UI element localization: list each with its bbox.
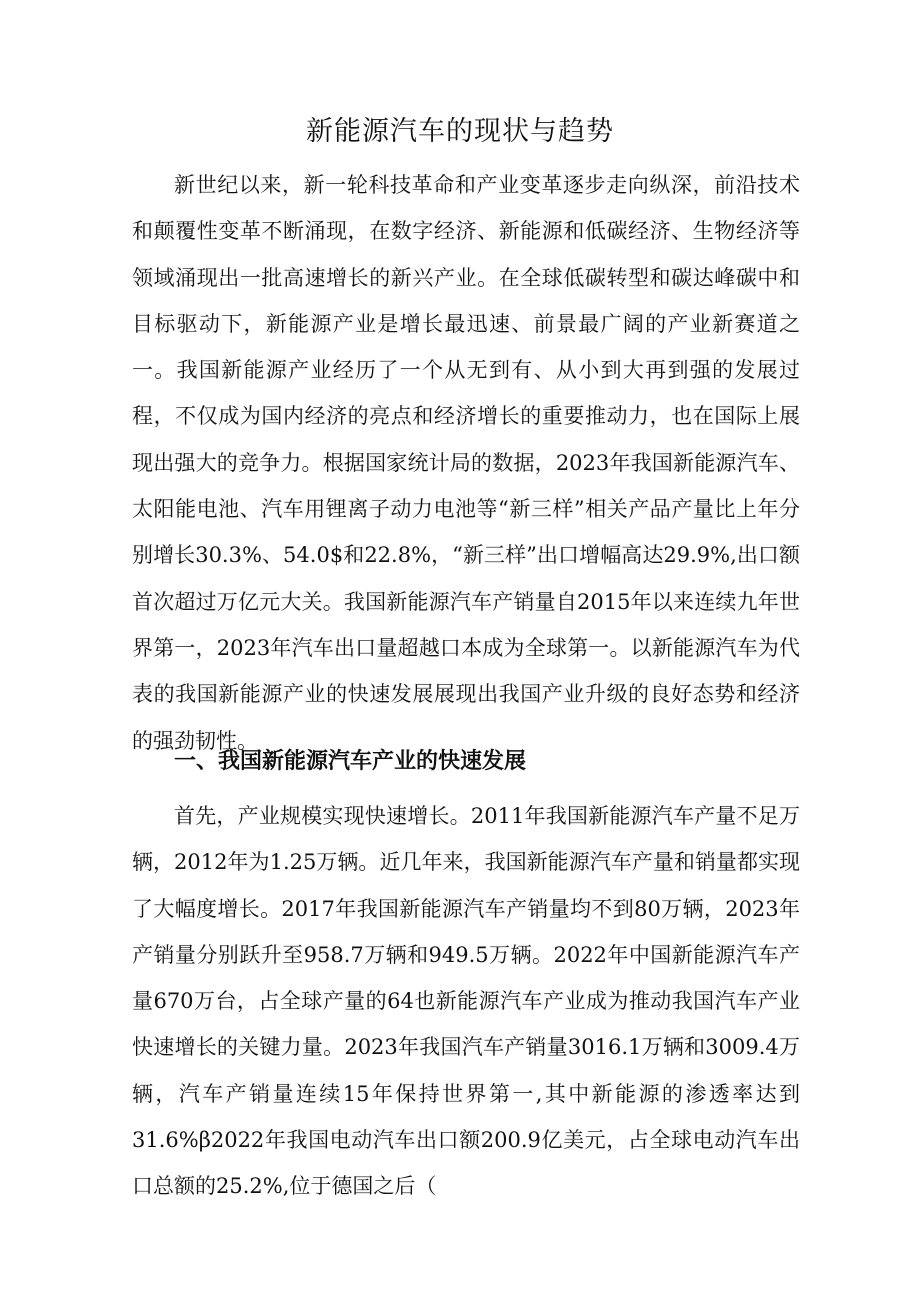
intro-paragraph: 新世纪以来，新一轮科技革命和产业变革逐步走向纵深，前沿技术和颠覆性变革不断涌现，在数字经济、新能源和低碳经济、生物经济等领域涌现出一批高速增长的新兴产业。在全球低碳转型和碳达峰碳中和目标驱动下，新能源产业是增长最迅速、前景最广阔的产业新赛道之一。我国新能源产业经历了一个从无到有、从小到大再到强的发展过程，不仅成为国内经济的亮点和经济增长的重要推动力，也在国际上展现出强大的竞争力。根据国家统计局的数据，2023年我国新能源汽车、太阳能电池、汽车用锂离子动力电池等“新三样”相关产品产量比上年分别增长30.3%、54.0$和22.8%，“新三样”出口增幅高达29.9%,出口额首次超过万亿元大关。我国新能源汽车产销量自2015年以来连续九年世界第一，2023年汽车出口量超越口本成为全球第一。以新能源汽车为代表的我国新能源产业的快速发展展现出我国产业升级的良好态势和经济的强劲韧性。: [132, 173, 800, 753]
section-heading: 一、我国新能源汽车产业的快速发展: [174, 749, 527, 774]
document-title: 新能源汽车的现状与趋势: [306, 116, 614, 147]
body-paragraph: 首先，产业规模实现快速增长。2011年我国新能源汽车产量不足万辆，2012年为1.25万辆。近几年来，我国新能源汽车产量和销量都实现了大幅度增长。2017年我国新能源汽车产销量均不到80万辆，2023年产销量分别跃升至958.7万辆和949.5万辆。2022年中国新能源汽车产量670万台，占全球产量的64也新能源汽车产业成为推动我国汽车产业快速增长的关键力量。2023年我国汽车产销量3016.1万辆和3009.4万辆，汽车产销量连续15年保持世界第一,其中新能源的渗透率达到31.6%β2022年我国电动汽车出口额200.9亿美元，占全球电动汽车出口总额的25.2%,位于德国之后（: [132, 804, 800, 1199]
